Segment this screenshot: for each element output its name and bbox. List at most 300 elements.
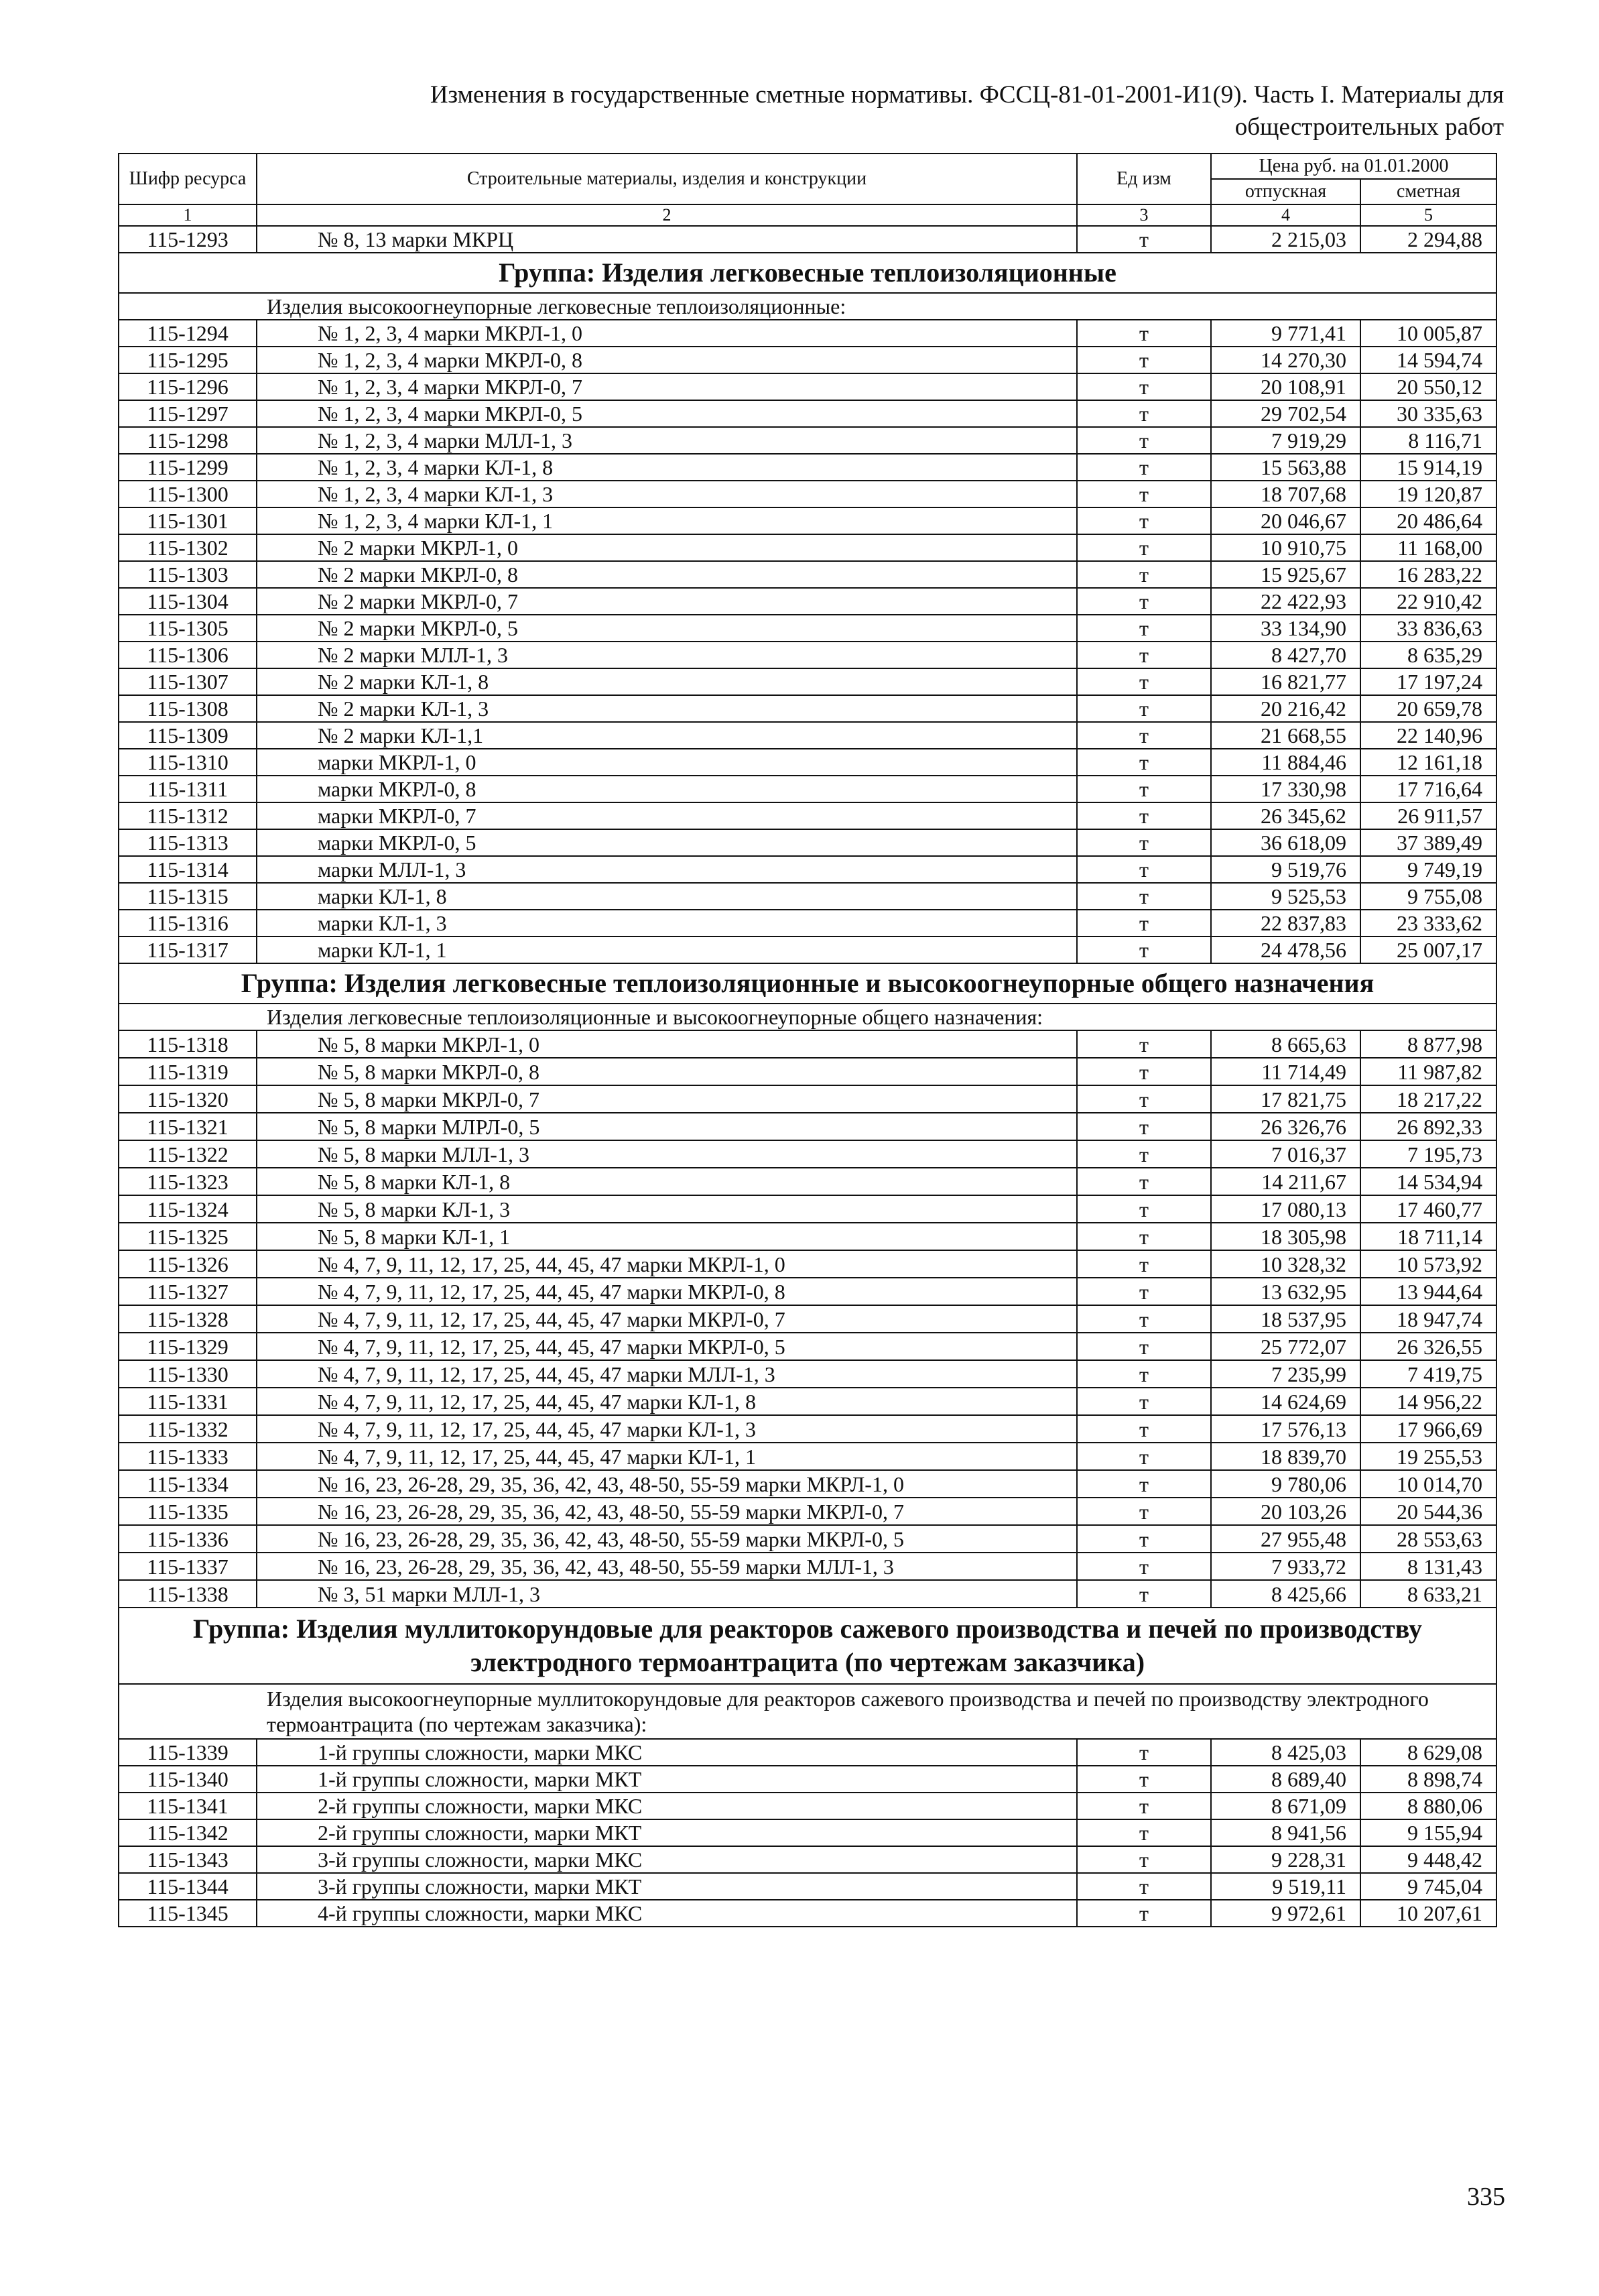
cell-estimate-price: 14 956,22	[1360, 1388, 1496, 1415]
cell-estimate-price: 18 947,74	[1360, 1305, 1496, 1333]
table-header	[119, 154, 1496, 226]
cell-estimate-price: 14 534,94	[1360, 1168, 1496, 1195]
cell-estimate-price: 9 755,08	[1360, 883, 1496, 910]
cell-estimate-price: 2 294,88	[1360, 226, 1496, 253]
cell-unit: т	[1077, 1766, 1211, 1793]
cell-release-price: 17 576,13	[1211, 1415, 1360, 1443]
cell-code: 115-1341	[119, 1793, 257, 1819]
table-row	[119, 856, 1496, 883]
cell-code: 115-1314	[119, 856, 257, 883]
group-heading-row	[119, 963, 1496, 1004]
cell-unit: т	[1077, 507, 1211, 534]
cell-unit: т	[1077, 1388, 1211, 1415]
table-row	[119, 1525, 1496, 1553]
cell-release-price: 11 884,46	[1211, 749, 1360, 776]
subgroup-heading-row	[119, 1684, 1496, 1739]
cell-estimate-price: 9 749,19	[1360, 856, 1496, 883]
cell-code: 115-1309	[119, 722, 257, 749]
table-row	[119, 588, 1496, 615]
cell-estimate-price: 8 880,06	[1360, 1793, 1496, 1819]
cell-unit: т	[1077, 1168, 1211, 1195]
cell-name: № 5, 8 марки МКРЛ-0, 8	[257, 1058, 1077, 1085]
cell-code: 115-1336	[119, 1525, 257, 1553]
cell-name: № 1, 2, 3, 4 марки КЛ-1, 3	[257, 481, 1077, 507]
cell-estimate-price: 12 161,18	[1360, 749, 1496, 776]
column-number: 3	[1077, 204, 1211, 226]
subgroup-heading-row	[119, 293, 1496, 320]
table-row	[119, 1250, 1496, 1278]
cell-estimate-price: 8 877,98	[1360, 1030, 1496, 1058]
cell-estimate-price: 16 283,22	[1360, 561, 1496, 588]
cell-code: 115-1339	[119, 1739, 257, 1766]
table-row	[119, 400, 1496, 427]
cell-unit: т	[1077, 1223, 1211, 1250]
cell-estimate-price: 19 120,87	[1360, 481, 1496, 507]
column-number: 2	[257, 204, 1077, 226]
cell-unit: т	[1077, 722, 1211, 749]
table-row	[119, 883, 1496, 910]
cell-name: марки КЛ-1, 1	[257, 936, 1077, 963]
table-row	[119, 910, 1496, 936]
column-number: 5	[1360, 204, 1496, 226]
cell-estimate-price: 20 659,78	[1360, 695, 1496, 722]
cell-name: № 5, 8 марки КЛ-1, 3	[257, 1195, 1077, 1223]
cell-unit: т	[1077, 856, 1211, 883]
cell-name: № 16, 23, 26-28, 29, 35, 36, 42, 43, 48-50, 55-59 марки МКРЛ-0, 7	[257, 1498, 1077, 1525]
table-row	[119, 1278, 1496, 1305]
cell-unit: т	[1077, 347, 1211, 373]
cell-unit: т	[1077, 1278, 1211, 1305]
column-header-estimate-price: сметная	[1360, 179, 1496, 204]
cell-code: 115-1322	[119, 1140, 257, 1168]
price-table	[118, 153, 1497, 1927]
cell-unit: т	[1077, 1739, 1211, 1766]
cell-name: № 5, 8 марки МЛЛ-1, 3	[257, 1140, 1077, 1168]
cell-release-price: 17 821,75	[1211, 1085, 1360, 1113]
table-row	[119, 1030, 1496, 1058]
table-row	[119, 1900, 1496, 1927]
table-row	[119, 347, 1496, 373]
cell-release-price: 18 707,68	[1211, 481, 1360, 507]
table-row	[119, 1819, 1496, 1846]
table-row	[119, 373, 1496, 400]
subgroup-heading: Изделия высокоогнеупорные легковесные теплоизоляционные:	[119, 293, 1496, 320]
cell-release-price: 7 016,37	[1211, 1140, 1360, 1168]
column-header-price: Цена руб. на 01.01.2000	[1211, 154, 1496, 179]
cell-unit: т	[1077, 1793, 1211, 1819]
table-row	[119, 1058, 1496, 1085]
cell-code: 115-1303	[119, 561, 257, 588]
cell-release-price: 17 080,13	[1211, 1195, 1360, 1223]
cell-code: 115-1325	[119, 1223, 257, 1250]
cell-name: № 3, 51 марки МЛЛ-1, 3	[257, 1580, 1077, 1608]
cell-name: марки МКРЛ-0, 5	[257, 829, 1077, 856]
cell-name: № 4, 7, 9, 11, 12, 17, 25, 44, 45, 47 марки МКРЛ-1, 0	[257, 1250, 1077, 1278]
cell-code: 115-1338	[119, 1580, 257, 1608]
cell-estimate-price: 11 987,82	[1360, 1058, 1496, 1085]
cell-unit: т	[1077, 615, 1211, 642]
cell-code: 115-1308	[119, 695, 257, 722]
cell-unit: т	[1077, 454, 1211, 481]
cell-code: 115-1315	[119, 883, 257, 910]
cell-code: 115-1342	[119, 1819, 257, 1846]
table-row	[119, 1846, 1496, 1873]
table-row	[119, 1470, 1496, 1498]
cell-code: 115-1330	[119, 1360, 257, 1388]
cell-release-price: 8 941,56	[1211, 1819, 1360, 1846]
table-row	[119, 1113, 1496, 1140]
cell-unit: т	[1077, 1873, 1211, 1900]
cell-estimate-price: 10 573,92	[1360, 1250, 1496, 1278]
cell-code: 115-1319	[119, 1058, 257, 1085]
group-heading-row	[119, 1608, 1496, 1684]
cell-unit: т	[1077, 1250, 1211, 1278]
cell-estimate-price: 26 326,55	[1360, 1333, 1496, 1360]
cell-code: 115-1299	[119, 454, 257, 481]
cell-estimate-price: 8 633,21	[1360, 1580, 1496, 1608]
cell-release-price: 8 671,09	[1211, 1793, 1360, 1819]
cell-release-price: 14 270,30	[1211, 347, 1360, 373]
cell-name: № 5, 8 марки МКРЛ-1, 0	[257, 1030, 1077, 1058]
cell-name: № 5, 8 марки КЛ-1, 8	[257, 1168, 1077, 1195]
cell-name: марки МКРЛ-0, 8	[257, 776, 1077, 802]
cell-release-price: 9 228,31	[1211, 1846, 1360, 1873]
cell-estimate-price: 8 131,43	[1360, 1553, 1496, 1580]
cell-name: № 4, 7, 9, 11, 12, 17, 25, 44, 45, 47 марки МКРЛ-0, 5	[257, 1333, 1077, 1360]
cell-release-price: 2 215,03	[1211, 226, 1360, 253]
cell-release-price: 33 134,90	[1211, 615, 1360, 642]
table-row	[119, 1305, 1496, 1333]
table-row	[119, 1140, 1496, 1168]
cell-name: № 4, 7, 9, 11, 12, 17, 25, 44, 45, 47 марки КЛ-1, 1	[257, 1443, 1077, 1470]
cell-name: № 1, 2, 3, 4 марки МКРЛ-0, 7	[257, 373, 1077, 400]
cell-name: 1-й группы сложности, марки МКС	[257, 1739, 1077, 1766]
cell-code: 115-1312	[119, 802, 257, 829]
cell-unit: т	[1077, 1900, 1211, 1927]
subgroup-heading-row	[119, 1004, 1496, 1030]
cell-unit: т	[1077, 588, 1211, 615]
cell-estimate-price: 9 745,04	[1360, 1873, 1496, 1900]
cell-estimate-price: 28 553,63	[1360, 1525, 1496, 1553]
cell-unit: т	[1077, 1498, 1211, 1525]
cell-release-price: 9 972,61	[1211, 1900, 1360, 1927]
cell-estimate-price: 14 594,74	[1360, 347, 1496, 373]
cell-code: 115-1324	[119, 1195, 257, 1223]
cell-name: № 5, 8 марки МКРЛ-0, 7	[257, 1085, 1077, 1113]
table-row	[119, 1360, 1496, 1388]
cell-code: 115-1300	[119, 481, 257, 507]
cell-unit: т	[1077, 1415, 1211, 1443]
cell-code: 115-1343	[119, 1846, 257, 1873]
cell-name: № 1, 2, 3, 4 марки МКРЛ-0, 8	[257, 347, 1077, 373]
cell-code: 115-1304	[119, 588, 257, 615]
cell-code: 115-1295	[119, 347, 257, 373]
table-row	[119, 1415, 1496, 1443]
cell-name: марки КЛ-1, 8	[257, 883, 1077, 910]
cell-estimate-price: 10 005,87	[1360, 320, 1496, 347]
cell-unit: т	[1077, 1113, 1211, 1140]
group-heading: Группа: Изделия легковесные теплоизоляционные	[119, 253, 1496, 293]
cell-code: 115-1296	[119, 373, 257, 400]
cell-name: 2-й группы сложности, марки МКС	[257, 1793, 1077, 1819]
cell-name: № 4, 7, 9, 11, 12, 17, 25, 44, 45, 47 марки КЛ-1, 3	[257, 1415, 1077, 1443]
cell-code: 115-1337	[119, 1553, 257, 1580]
cell-unit: т	[1077, 936, 1211, 963]
cell-release-price: 36 618,09	[1211, 829, 1360, 856]
table-row	[119, 534, 1496, 561]
cell-unit: т	[1077, 1058, 1211, 1085]
cell-estimate-price: 23 333,62	[1360, 910, 1496, 936]
group-heading: Группа: Изделия муллитокорундовые для реакторов сажевого производства и печей по производству электродного термоантрацита (по чертежам заказчика)	[119, 1608, 1496, 1684]
table-row	[119, 776, 1496, 802]
table-row	[119, 615, 1496, 642]
cell-name: № 1, 2, 3, 4 марки КЛ-1, 1	[257, 507, 1077, 534]
cell-release-price: 27 955,48	[1211, 1525, 1360, 1553]
cell-code: 115-1310	[119, 749, 257, 776]
cell-name: № 2 марки КЛ-1, 3	[257, 695, 1077, 722]
page-header-line-1: Изменения в государственные сметные нормативы. ФССЦ-81-01-2001-И1(9). Часть I. Материалы для	[430, 81, 1504, 109]
cell-name: 1-й группы сложности, марки МКТ	[257, 1766, 1077, 1793]
cell-code: 115-1297	[119, 400, 257, 427]
cell-unit: т	[1077, 1360, 1211, 1388]
cell-release-price: 11 714,49	[1211, 1058, 1360, 1085]
cell-unit: т	[1077, 642, 1211, 668]
cell-release-price: 7 933,72	[1211, 1553, 1360, 1580]
cell-release-price: 15 563,88	[1211, 454, 1360, 481]
cell-code: 115-1335	[119, 1498, 257, 1525]
cell-code: 115-1344	[119, 1873, 257, 1900]
cell-estimate-price: 33 836,63	[1360, 615, 1496, 642]
cell-code: 115-1305	[119, 615, 257, 642]
cell-release-price: 16 821,77	[1211, 668, 1360, 695]
cell-name: № 5, 8 марки КЛ-1, 1	[257, 1223, 1077, 1250]
cell-name: № 2 марки КЛ-1, 8	[257, 668, 1077, 695]
cell-estimate-price: 17 966,69	[1360, 1415, 1496, 1443]
cell-unit: т	[1077, 427, 1211, 454]
cell-release-price: 9 519,11	[1211, 1873, 1360, 1900]
cell-estimate-price: 26 892,33	[1360, 1113, 1496, 1140]
cell-name: № 2 марки МЛЛ-1, 3	[257, 642, 1077, 668]
table-row	[119, 802, 1496, 829]
cell-estimate-price: 17 716,64	[1360, 776, 1496, 802]
table-row	[119, 427, 1496, 454]
table-row	[119, 695, 1496, 722]
cell-estimate-price: 10 207,61	[1360, 1900, 1496, 1927]
table-row	[119, 454, 1496, 481]
cell-release-price: 26 345,62	[1211, 802, 1360, 829]
cell-release-price: 24 478,56	[1211, 936, 1360, 963]
cell-unit: т	[1077, 1140, 1211, 1168]
cell-code: 115-1313	[119, 829, 257, 856]
table-row	[119, 1168, 1496, 1195]
column-header-release-price: отпускная	[1211, 179, 1360, 204]
column-number: 1	[119, 204, 257, 226]
cell-code: 115-1332	[119, 1415, 257, 1443]
cell-estimate-price: 8 629,08	[1360, 1739, 1496, 1766]
cell-code: 115-1301	[119, 507, 257, 534]
cell-release-price: 20 103,26	[1211, 1498, 1360, 1525]
cell-name: № 1, 2, 3, 4 марки КЛ-1, 8	[257, 454, 1077, 481]
cell-release-price: 8 689,40	[1211, 1766, 1360, 1793]
cell-release-price: 9 519,76	[1211, 856, 1360, 883]
group-heading-row	[119, 253, 1496, 293]
cell-estimate-price: 26 911,57	[1360, 802, 1496, 829]
cell-release-price: 22 422,93	[1211, 588, 1360, 615]
cell-name: № 1, 2, 3, 4 марки МКРЛ-1, 0	[257, 320, 1077, 347]
cell-code: 115-1323	[119, 1168, 257, 1195]
page-header-line-2: общестроительных работ	[1234, 113, 1504, 141]
cell-code: 115-1298	[119, 427, 257, 454]
cell-code: 115-1306	[119, 642, 257, 668]
cell-code: 115-1294	[119, 320, 257, 347]
cell-name: марки МЛЛ-1, 3	[257, 856, 1077, 883]
cell-release-price: 22 837,83	[1211, 910, 1360, 936]
cell-release-price: 15 925,67	[1211, 561, 1360, 588]
cell-release-price: 18 839,70	[1211, 1443, 1360, 1470]
cell-release-price: 14 624,69	[1211, 1388, 1360, 1415]
cell-name: марки МКРЛ-0, 7	[257, 802, 1077, 829]
subgroup-heading: Изделия легковесные теплоизоляционные и высокоогнеупорные общего назначения:	[119, 1004, 1496, 1030]
cell-unit: т	[1077, 1470, 1211, 1498]
cell-release-price: 8 427,70	[1211, 642, 1360, 668]
cell-estimate-price: 8 116,71	[1360, 427, 1496, 454]
cell-estimate-price: 18 711,14	[1360, 1223, 1496, 1250]
cell-unit: т	[1077, 1333, 1211, 1360]
cell-estimate-price: 10 014,70	[1360, 1470, 1496, 1498]
cell-unit: т	[1077, 320, 1211, 347]
cell-code: 115-1328	[119, 1305, 257, 1333]
cell-estimate-price: 11 168,00	[1360, 534, 1496, 561]
cell-release-price: 26 326,76	[1211, 1113, 1360, 1140]
cell-name: № 4, 7, 9, 11, 12, 17, 25, 44, 45, 47 марки МКРЛ-0, 7	[257, 1305, 1077, 1333]
cell-code: 115-1327	[119, 1278, 257, 1305]
cell-name: 3-й группы сложности, марки МКС	[257, 1846, 1077, 1873]
table-row	[119, 1085, 1496, 1113]
column-header-code: Шифр ресурса	[119, 154, 257, 204]
cell-name: № 2 марки МКРЛ-0, 8	[257, 561, 1077, 588]
cell-code: 115-1293	[119, 226, 257, 253]
cell-unit: т	[1077, 829, 1211, 856]
cell-release-price: 18 305,98	[1211, 1223, 1360, 1250]
cell-estimate-price: 22 140,96	[1360, 722, 1496, 749]
cell-name: № 16, 23, 26-28, 29, 35, 36, 42, 43, 48-50, 55-59 марки МКРЛ-0, 5	[257, 1525, 1077, 1553]
cell-code: 115-1334	[119, 1470, 257, 1498]
cell-code: 115-1302	[119, 534, 257, 561]
cell-release-price: 8 425,66	[1211, 1580, 1360, 1608]
cell-release-price: 8 665,63	[1211, 1030, 1360, 1058]
cell-name: № 16, 23, 26-28, 29, 35, 36, 42, 43, 48-50, 55-59 марки МЛЛ-1, 3	[257, 1553, 1077, 1580]
cell-name: 3-й группы сложности, марки МКТ	[257, 1873, 1077, 1900]
cell-name: № 4, 7, 9, 11, 12, 17, 25, 44, 45, 47 марки МКРЛ-0, 8	[257, 1278, 1077, 1305]
table-row	[119, 1793, 1496, 1819]
cell-estimate-price: 17 197,24	[1360, 668, 1496, 695]
cell-release-price: 9 771,41	[1211, 320, 1360, 347]
cell-code: 115-1318	[119, 1030, 257, 1058]
cell-name: № 2 марки КЛ-1,1	[257, 722, 1077, 749]
cell-name: № 4, 7, 9, 11, 12, 17, 25, 44, 45, 47 марки КЛ-1, 8	[257, 1388, 1077, 1415]
cell-name: № 1, 2, 3, 4 марки МКРЛ-0, 5	[257, 400, 1077, 427]
cell-release-price: 7 235,99	[1211, 1360, 1360, 1388]
cell-code: 115-1340	[119, 1766, 257, 1793]
cell-estimate-price: 25 007,17	[1360, 936, 1496, 963]
cell-unit: т	[1077, 1553, 1211, 1580]
cell-unit: т	[1077, 1085, 1211, 1113]
cell-estimate-price: 19 255,53	[1360, 1443, 1496, 1470]
cell-estimate-price: 37 389,49	[1360, 829, 1496, 856]
table-row	[119, 829, 1496, 856]
cell-release-price: 17 330,98	[1211, 776, 1360, 802]
cell-code: 115-1326	[119, 1250, 257, 1278]
cell-unit: т	[1077, 749, 1211, 776]
cell-release-price: 9 780,06	[1211, 1470, 1360, 1498]
cell-estimate-price: 7 195,73	[1360, 1140, 1496, 1168]
cell-name: № 5, 8 марки МЛРЛ-0, 5	[257, 1113, 1077, 1140]
cell-release-price: 13 632,95	[1211, 1278, 1360, 1305]
cell-unit: т	[1077, 1305, 1211, 1333]
group-heading: Группа: Изделия легковесные теплоизоляционные и высокоогнеупорные общего назначения	[119, 963, 1496, 1004]
table-row	[119, 1580, 1496, 1608]
cell-code: 115-1321	[119, 1113, 257, 1140]
column-header-name: Строительные материалы, изделия и конструкции	[257, 154, 1077, 204]
cell-release-price: 29 702,54	[1211, 400, 1360, 427]
cell-release-price: 18 537,95	[1211, 1305, 1360, 1333]
cell-estimate-price: 20 486,64	[1360, 507, 1496, 534]
cell-estimate-price: 15 914,19	[1360, 454, 1496, 481]
cell-unit: т	[1077, 561, 1211, 588]
cell-estimate-price: 13 944,64	[1360, 1278, 1496, 1305]
cell-code: 115-1311	[119, 776, 257, 802]
table-row	[119, 1333, 1496, 1360]
table-row	[119, 1766, 1496, 1793]
cell-release-price: 10 910,75	[1211, 534, 1360, 561]
cell-name: марки КЛ-1, 3	[257, 910, 1077, 936]
table-row	[119, 668, 1496, 695]
table-row	[119, 481, 1496, 507]
table-row	[119, 507, 1496, 534]
cell-name: № 2 марки МКРЛ-0, 7	[257, 588, 1077, 615]
cell-code: 115-1316	[119, 910, 257, 936]
cell-estimate-price: 20 550,12	[1360, 373, 1496, 400]
cell-code: 115-1320	[119, 1085, 257, 1113]
table-row	[119, 1223, 1496, 1250]
table-body	[119, 226, 1496, 1927]
cell-release-price: 7 919,29	[1211, 427, 1360, 454]
cell-estimate-price: 8 898,74	[1360, 1766, 1496, 1793]
cell-name: № 16, 23, 26-28, 29, 35, 36, 42, 43, 48-50, 55-59 марки МКРЛ-1, 0	[257, 1470, 1077, 1498]
table-row	[119, 936, 1496, 963]
cell-name: № 2 марки МКРЛ-0, 5	[257, 615, 1077, 642]
cell-release-price: 21 668,55	[1211, 722, 1360, 749]
cell-release-price: 10 328,32	[1211, 1250, 1360, 1278]
subgroup-heading: Изделия высокоогнеупорные муллитокорундовые для реакторов сажевого производства и печей по производству электродного термоантрацита (по чертежам заказчика):	[119, 1684, 1496, 1739]
cell-estimate-price: 9 155,94	[1360, 1819, 1496, 1846]
cell-name: № 4, 7, 9, 11, 12, 17, 25, 44, 45, 47 марки МЛЛ-1, 3	[257, 1360, 1077, 1388]
cell-name: № 8, 13 марки МКРЦ	[257, 226, 1077, 253]
table-row	[119, 1195, 1496, 1223]
cell-estimate-price: 17 460,77	[1360, 1195, 1496, 1223]
cell-name: № 2 марки МКРЛ-1, 0	[257, 534, 1077, 561]
cell-estimate-price: 7 419,75	[1360, 1360, 1496, 1388]
cell-name: 4-й группы сложности, марки МКС	[257, 1900, 1077, 1927]
cell-release-price: 8 425,03	[1211, 1739, 1360, 1766]
table-row	[119, 320, 1496, 347]
column-header-unit: Ед изм	[1077, 154, 1211, 204]
table-row	[119, 1498, 1496, 1525]
cell-unit: т	[1077, 1580, 1211, 1608]
cell-unit: т	[1077, 883, 1211, 910]
table-row	[119, 226, 1496, 253]
cell-unit: т	[1077, 695, 1211, 722]
